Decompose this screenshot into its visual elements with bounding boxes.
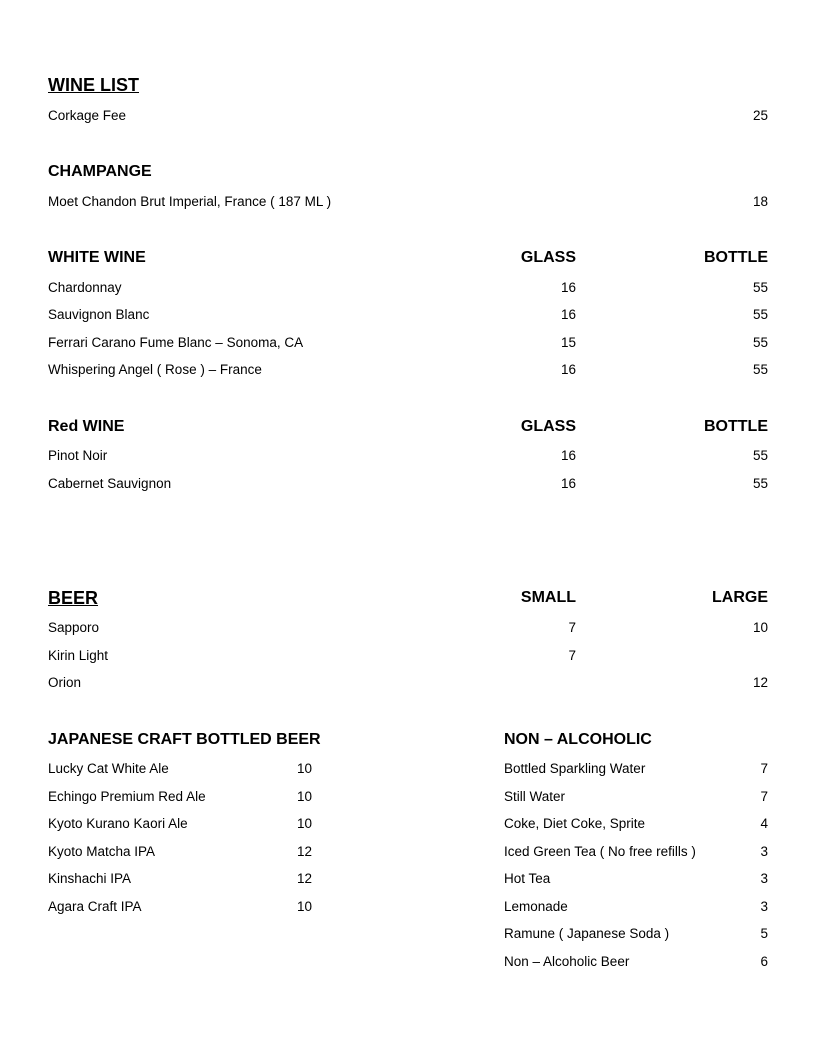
- craft-beer-item-name: Lucky Cat White Ale: [48, 761, 169, 776]
- craft-beer-item-price: 10: [296, 899, 312, 914]
- craft-beer-item-price: 12: [296, 871, 312, 886]
- non-alcoholic-item-name: Lemonade: [504, 899, 568, 914]
- craft-beer-item-price: 10: [296, 761, 312, 776]
- non-alcoholic-item-price: 3: [760, 871, 768, 886]
- non-alcoholic-item-price: 4: [760, 816, 768, 831]
- non-alcoholic-item-name: Non – Alcoholic Beer: [504, 954, 630, 969]
- white-wine-item-name: Sauvignon Blanc: [48, 307, 150, 322]
- white-wine-item-bottle: 55: [752, 280, 768, 295]
- white-wine-item-glass: 16: [560, 307, 576, 322]
- red-wine-glass-header: GLASS: [520, 418, 576, 435]
- champagne-item-price: 18: [752, 194, 768, 209]
- red-wine-heading: Red WINE: [48, 418, 125, 435]
- white-wine-item-bottle: 55: [752, 362, 768, 377]
- beer-item-large: 12: [752, 675, 768, 690]
- non-alcoholic-item-price: 6: [760, 954, 768, 969]
- non-alcoholic-item-price: 5: [760, 926, 768, 941]
- non-alcoholic-item-price: 7: [760, 761, 768, 776]
- red-wine-item-glass: 16: [560, 448, 576, 463]
- white-wine-item-glass: 15: [560, 335, 576, 350]
- beer-item-name: Kirin Light: [48, 648, 109, 663]
- beer-item-name: Orion: [48, 675, 82, 690]
- non-alcoholic-item-name: Still Water: [504, 789, 566, 804]
- non-alcoholic-item-price: 3: [760, 844, 768, 859]
- craft-beer-heading: JAPANESE CRAFT BOTTLED BEER: [48, 731, 321, 748]
- craft-beer-item-name: Kyoto Matcha IPA: [48, 844, 156, 859]
- craft-beer-item-name: Kyoto Kurano Kaori Ale: [48, 816, 188, 831]
- non-alcoholic-item-price: 7: [760, 789, 768, 804]
- white-wine-heading: WHITE WINE: [48, 249, 146, 266]
- wine-list-title: WINE LIST: [48, 75, 139, 95]
- red-wine-item-glass: 16: [560, 476, 576, 491]
- red-wine-bottle-header: BOTTLE: [704, 418, 768, 435]
- red-wine-item-bottle: 55: [752, 448, 768, 463]
- non-alcoholic-item-name: Ramune ( Japanese Soda ): [504, 926, 670, 941]
- non-alcoholic-item-name: Hot Tea: [504, 871, 551, 886]
- craft-beer-item-price: 12: [296, 844, 312, 859]
- beer-title: BEER: [48, 588, 99, 608]
- non-alcoholic-item-price: 3: [760, 899, 768, 914]
- champagne-heading: CHAMPANGE: [48, 163, 152, 180]
- white-wine-item-name: Whispering Angel ( Rose ) – France: [48, 362, 262, 377]
- non-alcoholic-heading: NON – ALCOHOLIC: [504, 731, 652, 748]
- white-wine-item-bottle: 55: [752, 335, 768, 350]
- beer-large-header: LARGE: [712, 589, 768, 606]
- white-wine-item-name: Ferrari Carano Fume Blanc – Sonoma, CA: [48, 335, 304, 350]
- white-wine-item-glass: 16: [560, 362, 576, 377]
- craft-beer-item-name: Kinshachi IPA: [48, 871, 132, 886]
- beer-item-large: 10: [752, 620, 768, 635]
- beer-item-small: 7: [568, 648, 576, 663]
- white-wine-item-bottle: 55: [752, 307, 768, 322]
- red-wine-item-bottle: 55: [752, 476, 768, 491]
- white-wine-bottle-header: BOTTLE: [704, 249, 768, 266]
- non-alcoholic-item-name: Iced Green Tea ( No free refills ): [504, 844, 696, 859]
- corkage-fee-price: 25: [752, 108, 768, 123]
- beer-item-name: Sapporo: [48, 620, 100, 635]
- red-wine-item-name: Cabernet Sauvignon: [48, 476, 172, 491]
- non-alcoholic-item-name: Coke, Diet Coke, Sprite: [504, 816, 646, 831]
- non-alcoholic-item-name: Bottled Sparkling Water: [504, 761, 646, 776]
- beer-item-small: 7: [568, 620, 576, 635]
- white-wine-item-name: Chardonnay: [48, 280, 122, 295]
- craft-beer-item-name: Agara Craft IPA: [48, 899, 142, 914]
- beer-small-header: SMALL: [520, 589, 576, 606]
- white-wine-item-glass: 16: [560, 280, 576, 295]
- craft-beer-item-price: 10: [296, 816, 312, 831]
- corkage-fee-label: Corkage Fee: [48, 108, 127, 123]
- craft-beer-item-name: Echingo Premium Red Ale: [48, 789, 206, 804]
- craft-beer-item-price: 10: [296, 789, 312, 804]
- red-wine-item-name: Pinot Noir: [48, 448, 108, 463]
- champagne-item-name: Moet Chandon Brut Imperial, France ( 187 ML ): [48, 194, 332, 209]
- white-wine-glass-header: GLASS: [520, 249, 576, 266]
